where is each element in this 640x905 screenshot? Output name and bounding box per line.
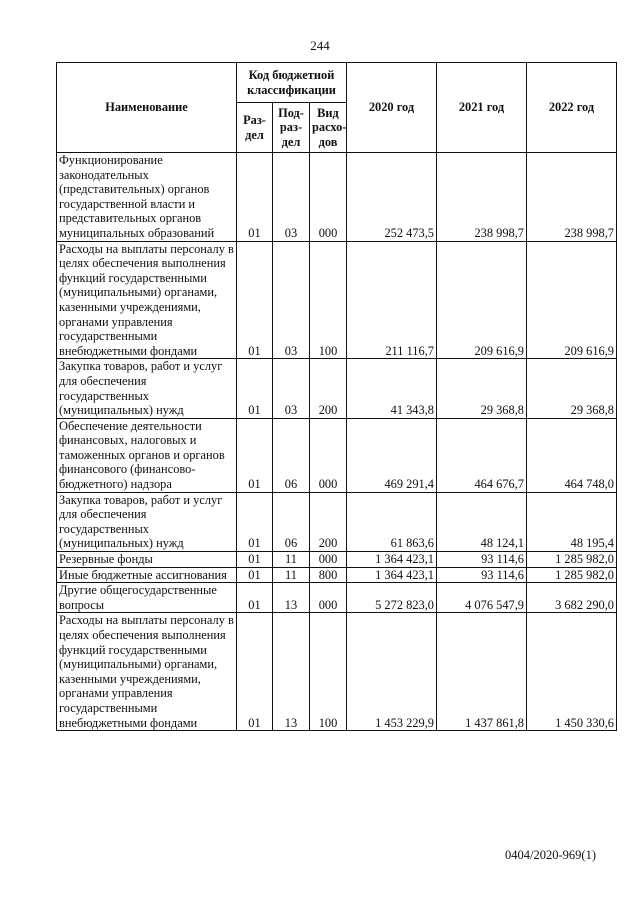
row-section: 01: [237, 567, 273, 583]
row-2022: 464 748,0: [527, 418, 617, 492]
row-2022: 3 682 290,0: [527, 583, 617, 613]
row-2020: 469 291,4: [347, 418, 437, 492]
header-section: Раз-дел: [237, 103, 273, 153]
row-2020: 41 343,8: [347, 359, 437, 418]
header-2020: 2020 год: [347, 63, 437, 153]
row-name: Иные бюджетные ассигнования: [57, 567, 237, 583]
table-row: [57, 241, 617, 359]
header-expense-type: Вид расхо-дов: [310, 103, 347, 153]
table-body: [57, 153, 617, 731]
row-subsection: 13: [273, 583, 310, 613]
row-name: Расходы на выплаты персоналу в целях обеспечения выполнения функций государственными (муниципальными) органами, казенными учреждениями, органами управления государственными внебюджетными фондами: [57, 613, 237, 731]
row-2021: 238 998,7: [437, 153, 527, 242]
row-2020: 252 473,5: [347, 153, 437, 242]
row-2021: 93 114,6: [437, 567, 527, 583]
row-section: 01: [237, 418, 273, 492]
header-name: Наименование: [57, 63, 237, 153]
row-2021: 4 076 547,9: [437, 583, 527, 613]
row-subsection: 03: [273, 359, 310, 418]
row-2021: 464 676,7: [437, 418, 527, 492]
row-expense-type: 800: [310, 567, 347, 583]
row-name: Резервные фонды: [57, 552, 237, 568]
header-code-group: Код бюджетной классификации: [237, 63, 347, 103]
row-2022: 238 998,7: [527, 153, 617, 242]
row-expense-type: 100: [310, 241, 347, 359]
row-2022: 1 285 982,0: [527, 567, 617, 583]
row-2020: 211 116,7: [347, 241, 437, 359]
row-2021: 209 616,9: [437, 241, 527, 359]
row-section: 01: [237, 153, 273, 242]
row-2021: 29 368,8: [437, 359, 527, 418]
row-subsection: 03: [273, 153, 310, 242]
row-section: 01: [237, 583, 273, 613]
header-subsection: Под-раз-дел: [273, 103, 310, 153]
row-2022: 1 285 982,0: [527, 552, 617, 568]
table-row: [57, 492, 617, 551]
row-section: 01: [237, 613, 273, 731]
row-2021: 48 124,1: [437, 492, 527, 551]
row-name: Закупка товаров, работ и услуг для обеспечения государственных (муниципальных) нужд: [57, 359, 237, 418]
row-name: Функционирование законодательных (представительных) органов государственной власти и представительных органов муниципальных образований: [57, 153, 237, 242]
row-2022: 48 195,4: [527, 492, 617, 551]
table-row: [57, 153, 617, 242]
table-row: [57, 583, 617, 613]
page-number: 244: [310, 38, 330, 53]
row-expense-type: 100: [310, 613, 347, 731]
row-expense-type: 200: [310, 359, 347, 418]
table-row: [57, 359, 617, 418]
row-expense-type: 000: [310, 552, 347, 568]
header-2021: 2021 год: [437, 63, 527, 153]
header-2022: 2022 год: [527, 63, 617, 153]
row-expense-type: 000: [310, 418, 347, 492]
row-section: 01: [237, 552, 273, 568]
table-row: [57, 613, 617, 731]
row-subsection: 11: [273, 552, 310, 568]
table-row: [57, 567, 617, 583]
row-section: 01: [237, 241, 273, 359]
row-expense-type: 000: [310, 583, 347, 613]
row-section: 01: [237, 359, 273, 418]
row-2020: 5 272 823,0: [347, 583, 437, 613]
row-subsection: 03: [273, 241, 310, 359]
row-name: Обеспечение деятельности финансовых, налоговых и таможенных органов и органов финансового (финансово-бюджетного) надзора: [57, 418, 237, 492]
row-section: 01: [237, 492, 273, 551]
row-name: Другие общегосударственные вопросы: [57, 583, 237, 613]
row-subsection: 13: [273, 613, 310, 731]
table-row: [57, 552, 617, 568]
table-row: [57, 418, 617, 492]
row-2020: 61 863,6: [347, 492, 437, 551]
row-expense-type: 200: [310, 492, 347, 551]
row-name: Закупка товаров, работ и услуг для обеспечения государственных (муниципальных) нужд: [57, 492, 237, 551]
row-subsection: 06: [273, 492, 310, 551]
row-2020: 1 364 423,1: [347, 567, 437, 583]
row-name: Расходы на выплаты персоналу в целях обеспечения выполнения функций государственными (муниципальными) органами, казенными учреждениями, органами управления государственными внебюджетными фондами: [57, 241, 237, 359]
row-2022: 29 368,8: [527, 359, 617, 418]
row-subsection: 11: [273, 567, 310, 583]
row-2021: 93 114,6: [437, 552, 527, 568]
document-code: 0404/2020-969(1): [505, 848, 596, 862]
row-2021: 1 437 861,8: [437, 613, 527, 731]
row-subsection: 06: [273, 418, 310, 492]
budget-table: [56, 62, 617, 731]
row-2022: 1 450 330,6: [527, 613, 617, 731]
row-2022: 209 616,9: [527, 241, 617, 359]
row-2020: 1 364 423,1: [347, 552, 437, 568]
row-expense-type: 000: [310, 153, 347, 242]
table-header: [57, 63, 617, 153]
row-2020: 1 453 229,9: [347, 613, 437, 731]
